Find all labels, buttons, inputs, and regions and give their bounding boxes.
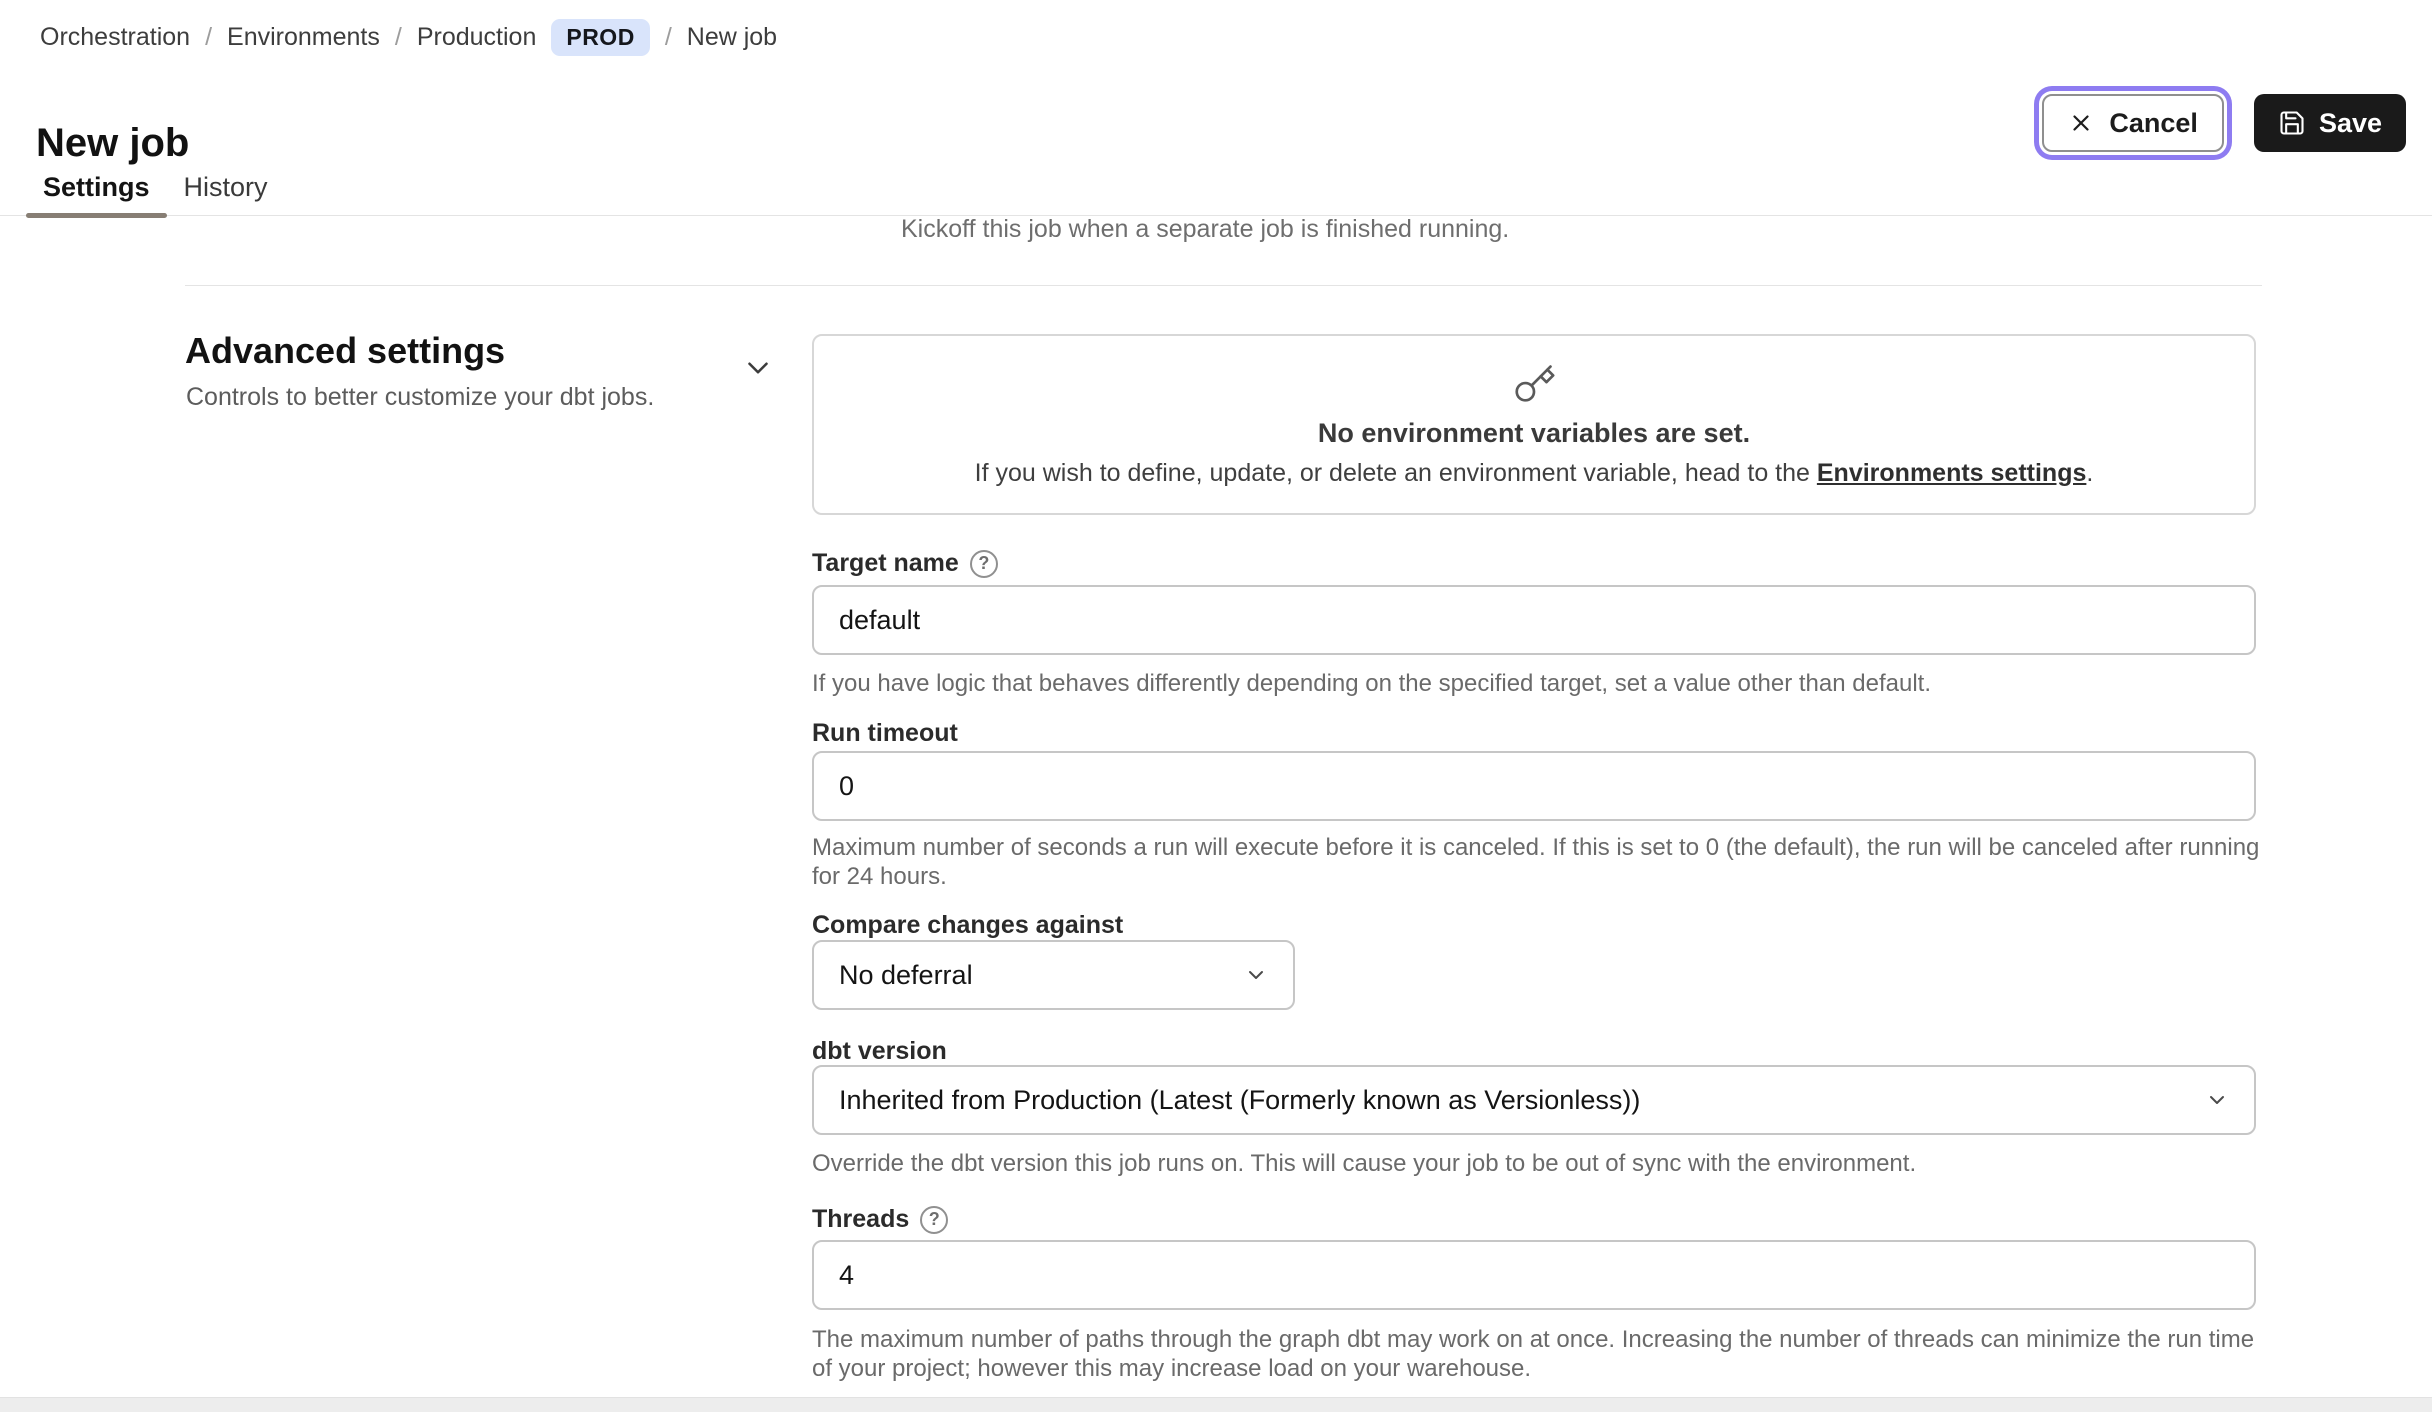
run-timeout-helper: Maximum number of seconds a run will execute before it is canceled. If this is set to 0 (the default), the run will be canceled after running for 24 hours. (812, 834, 2260, 890)
run-timeout-label-row (812, 719, 958, 748)
chevron-down-icon (1244, 963, 1268, 987)
cancel-button-label: Cancel (2109, 107, 2198, 138)
environments-settings-link[interactable]: Environments settings (1816, 458, 2087, 487)
prod-badge: PROD (551, 19, 649, 56)
help-icon[interactable]: ? (920, 1206, 948, 1234)
dbt-version-helper: Override the dbt version this job runs on. This will cause your job to be out of sync with the environment. (812, 1150, 1917, 1177)
kickoff-helper-text: Kickoff this job when a separate job is finished running. (901, 215, 1510, 243)
target-name-input[interactable] (812, 585, 2256, 655)
breadcrumb-orchestration[interactable]: Orchestration (40, 22, 191, 51)
save-icon (2278, 109, 2306, 137)
tab-bar (0, 160, 2432, 216)
page-title: New job (36, 120, 190, 165)
threads-input[interactable] (812, 1240, 2256, 1310)
target-name-label-row (812, 549, 998, 578)
compare-changes-label: Compare changes against (812, 911, 1124, 939)
target-name-label: Target name (812, 549, 959, 577)
compare-changes-select[interactable] (812, 940, 1295, 1010)
close-icon (2068, 110, 2094, 136)
threads-label-row (812, 1205, 948, 1234)
target-name-helper: If you have logic that behaves differently depending on the specified target, set a value other than default. (812, 670, 1931, 697)
horizontal-scrollbar-track[interactable] (0, 1397, 2432, 1412)
dbt-version-value: Inherited from Production (Latest (Formerly known as Versionless)) (839, 1084, 1641, 1115)
breadcrumb-new-job: New job (686, 22, 778, 51)
env-vars-empty-state (812, 334, 2256, 515)
help-icon[interactable]: ? (970, 550, 998, 578)
threads-helper: The maximum number of paths through the graph dbt may work on at once. Increasing the number of threads can minimize the run time of your project; however this may increase load on your warehouse. (812, 1326, 2255, 1382)
section-divider (185, 285, 2262, 286)
env-vars-text-suffix: . (2086, 458, 2094, 487)
breadcrumb-production[interactable]: Production (416, 22, 537, 51)
env-vars-text-prefix: If you wish to define, update, or delete an environment variable, head to the (974, 458, 1817, 487)
advanced-settings-title: Advanced settings (185, 330, 506, 371)
breadcrumb (40, 16, 777, 58)
save-button[interactable] (2254, 94, 2406, 152)
run-timeout-label: Run timeout (812, 719, 958, 747)
chevron-down-icon (2205, 1088, 2229, 1112)
compare-changes-value: No deferral (839, 959, 973, 990)
key-icon (1511, 362, 1557, 408)
dbt-version-label-row (812, 1037, 947, 1066)
header-actions (2034, 86, 2406, 160)
save-button-label: Save (2318, 107, 2382, 138)
compare-changes-label-row (812, 911, 1123, 940)
tab-settings[interactable] (26, 160, 167, 215)
breadcrumb-separator: / (205, 22, 213, 51)
env-vars-empty-description (975, 459, 2094, 488)
chevron-down-icon (741, 351, 775, 385)
tab-settings-label: Settings (43, 172, 150, 202)
run-timeout-input[interactable] (812, 751, 2256, 821)
cancel-button[interactable] (2042, 94, 2224, 152)
breadcrumb-environments[interactable]: Environments (227, 22, 380, 51)
dbt-version-label: dbt version (812, 1037, 947, 1065)
tab-history-label: History (183, 172, 268, 202)
collapse-section-button[interactable] (740, 350, 776, 386)
breadcrumb-separator: / (664, 22, 672, 51)
breadcrumb-separator: / (394, 22, 402, 51)
env-vars-empty-title: No environment variables are set. (1317, 417, 1751, 448)
threads-label: Threads (812, 1205, 910, 1233)
dbt-version-select[interactable] (812, 1065, 2256, 1135)
advanced-settings-subtitle: Controls to better customize your dbt jobs. (186, 383, 655, 411)
tab-history[interactable] (167, 160, 285, 215)
